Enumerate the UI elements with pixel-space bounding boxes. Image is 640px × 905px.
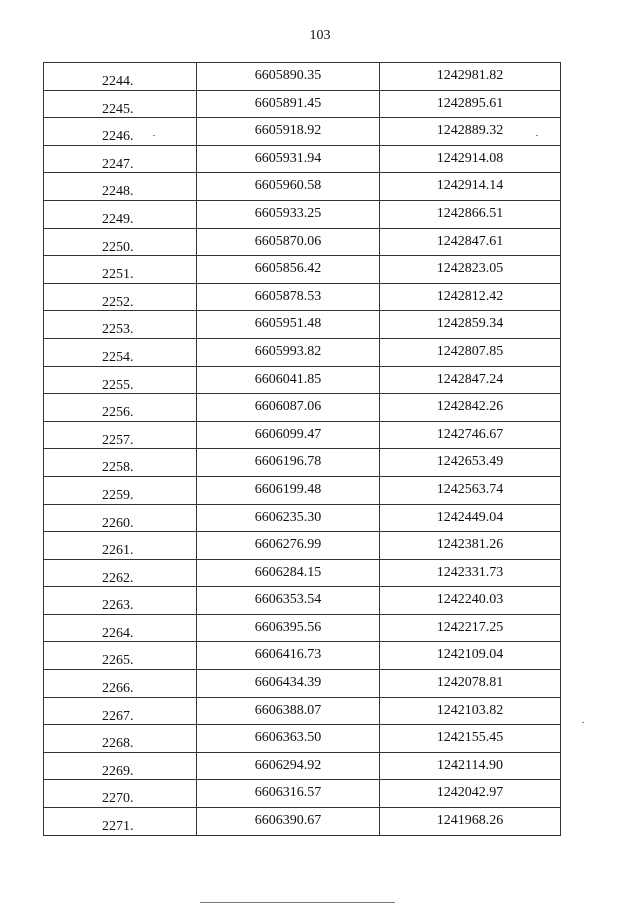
table-row	[44, 752, 561, 780]
y-coordinate-cell	[380, 642, 561, 670]
table-row	[44, 394, 561, 422]
x-coordinate: 6606235.30	[254, 509, 322, 525]
x-coordinate-cell	[197, 338, 380, 366]
y-coordinate: 1242653.49	[436, 454, 504, 470]
y-coordinate: 1242563.74	[436, 481, 504, 497]
table-row	[44, 200, 561, 228]
x-coordinate-cell	[197, 808, 380, 836]
x-coordinate-cell	[197, 752, 380, 780]
y-coordinate-cell	[380, 725, 561, 753]
point-number-cell	[44, 311, 197, 339]
point-number-cell	[44, 587, 197, 615]
point-number: 2245.	[102, 101, 134, 117]
y-coordinate: 1242914.08	[436, 150, 504, 166]
y-coordinate-cell	[380, 780, 561, 808]
table-row	[44, 173, 561, 201]
table-row	[44, 90, 561, 118]
table-row	[44, 670, 561, 698]
y-coordinate: 1242842.26	[436, 399, 504, 415]
point-number: 2259.	[102, 487, 134, 503]
x-coordinate: 6606390.67	[254, 813, 322, 829]
x-coordinate: 6606353.54	[254, 592, 322, 608]
y-coordinate-cell	[380, 311, 561, 339]
y-coordinate-cell	[380, 614, 561, 642]
y-coordinate-cell	[380, 338, 561, 366]
x-coordinate-cell	[197, 90, 380, 118]
point-number: 2248.	[102, 184, 134, 200]
y-coordinate: 1242866.51	[436, 205, 504, 221]
y-coordinate-cell	[380, 808, 561, 836]
x-coordinate: 6605933.25	[254, 205, 322, 221]
y-coordinate-cell	[380, 670, 561, 698]
x-coordinate: 6605856.42	[254, 261, 322, 277]
point-number: 2254.	[102, 349, 134, 365]
x-coordinate: 6605931.94	[254, 150, 322, 166]
y-coordinate-cell	[380, 504, 561, 532]
x-coordinate: 6605890.35	[254, 68, 322, 83]
y-coordinate: 1242240.03	[436, 592, 504, 608]
y-coordinate: 1242823.05	[436, 261, 504, 277]
x-coordinate-cell	[197, 559, 380, 587]
x-coordinate: 6606099.47	[254, 426, 322, 442]
scan-edge-line	[200, 902, 395, 903]
scan-speck	[536, 135, 538, 136]
y-coordinate: 1242114.90	[437, 757, 503, 773]
x-coordinate-cell	[197, 366, 380, 394]
table-row	[44, 338, 561, 366]
y-coordinate: 1242155.45	[436, 730, 504, 746]
table-row	[44, 587, 561, 615]
y-coordinate-cell	[380, 63, 561, 91]
point-number-cell	[44, 532, 197, 560]
table-row	[44, 366, 561, 394]
x-coordinate-cell	[197, 118, 380, 146]
point-number: 2263.	[102, 598, 134, 614]
x-coordinate-cell	[197, 421, 380, 449]
x-coordinate-cell	[197, 256, 380, 284]
y-coordinate: 1242895.61	[436, 95, 504, 111]
y-coordinate: 1242807.85	[436, 343, 504, 359]
y-coordinate-cell	[380, 476, 561, 504]
y-coordinate: 1242914.14	[436, 178, 504, 194]
x-coordinate-cell	[197, 476, 380, 504]
point-number-cell	[44, 256, 197, 284]
x-coordinate-cell	[197, 173, 380, 201]
y-coordinate: 1242217.25	[436, 619, 504, 635]
table-row	[44, 63, 561, 91]
point-number-cell	[44, 559, 197, 587]
y-coordinate-cell	[380, 697, 561, 725]
x-coordinate-cell	[197, 228, 380, 256]
point-number: 2251.	[102, 267, 134, 283]
x-coordinate-cell	[197, 449, 380, 477]
x-coordinate: 6606395.56	[254, 619, 322, 635]
table-row	[44, 780, 561, 808]
y-coordinate-cell	[380, 449, 561, 477]
y-coordinate-cell	[380, 90, 561, 118]
x-coordinate: 6605993.82	[254, 343, 322, 359]
table-row	[44, 228, 561, 256]
x-coordinate-cell	[197, 642, 380, 670]
point-number-cell	[44, 780, 197, 808]
y-coordinate-cell	[380, 587, 561, 615]
table-row	[44, 697, 561, 725]
table-row	[44, 311, 561, 339]
x-coordinate: 6605960.58	[254, 178, 322, 194]
point-number-cell	[44, 725, 197, 753]
y-coordinate: 1242078.81	[436, 675, 504, 691]
point-number: 2244.	[102, 74, 134, 89]
x-coordinate-cell	[197, 283, 380, 311]
y-coordinate-cell	[380, 173, 561, 201]
point-number: 2271.	[102, 819, 134, 835]
y-coordinate: 1242746.67	[436, 426, 504, 442]
y-coordinate: 1242042.97	[436, 785, 504, 801]
point-number-cell	[44, 808, 197, 836]
point-number: 2268.	[102, 736, 134, 752]
point-number-cell	[44, 173, 197, 201]
x-coordinate: 6605951.48	[254, 316, 322, 332]
table-row	[44, 808, 561, 836]
x-coordinate: 6606316.57	[254, 785, 322, 801]
x-coordinate-cell	[197, 614, 380, 642]
y-coordinate: 1242103.82	[436, 702, 504, 718]
y-coordinate: 1242859.34	[436, 316, 504, 332]
x-coordinate-cell	[197, 670, 380, 698]
y-coordinate: 1242331.73	[436, 564, 504, 580]
y-coordinate: 1242981.82	[436, 68, 504, 83]
x-coordinate: 6606199.48	[254, 481, 322, 497]
table-row	[44, 559, 561, 587]
y-coordinate-cell	[380, 421, 561, 449]
point-number: 2252.	[102, 294, 134, 310]
scan-speck	[153, 135, 155, 136]
table-row	[44, 476, 561, 504]
y-coordinate-cell	[380, 228, 561, 256]
x-coordinate: 6606294.92	[254, 757, 322, 773]
y-coordinate: 1242381.26	[436, 537, 504, 553]
x-coordinate: 6606041.85	[254, 371, 322, 387]
y-coordinate-cell	[380, 394, 561, 422]
table-row	[44, 449, 561, 477]
y-coordinate-cell	[380, 118, 561, 146]
y-coordinate-cell	[380, 366, 561, 394]
table-row	[44, 256, 561, 284]
point-number-cell	[44, 697, 197, 725]
table-row	[44, 145, 561, 173]
x-coordinate: 6606388.07	[254, 702, 322, 718]
point-number: 2261.	[102, 543, 134, 559]
page-number: 103	[309, 28, 331, 43]
x-coordinate: 6605918.92	[254, 123, 322, 139]
point-number: 2270.	[102, 791, 134, 807]
point-number-cell	[44, 476, 197, 504]
x-coordinate-cell	[197, 532, 380, 560]
point-number: 2255.	[102, 377, 134, 393]
table-row	[44, 614, 561, 642]
point-number-cell	[44, 338, 197, 366]
x-coordinate-cell	[197, 200, 380, 228]
point-number: 2262.	[102, 570, 134, 586]
scan-speck	[582, 722, 584, 723]
point-number-cell	[44, 504, 197, 532]
y-coordinate-cell	[380, 256, 561, 284]
point-number-cell	[44, 118, 197, 146]
point-number-cell	[44, 449, 197, 477]
y-coordinate-cell	[380, 200, 561, 228]
x-coordinate-cell	[197, 145, 380, 173]
x-coordinate: 6606434.39	[254, 675, 322, 691]
point-number-cell	[44, 614, 197, 642]
point-number: 2266.	[102, 681, 134, 697]
table-row	[44, 642, 561, 670]
point-number: 2247.	[102, 156, 134, 172]
y-coordinate: 1242847.61	[436, 233, 504, 249]
x-coordinate: 6606284.15	[254, 564, 322, 580]
y-coordinate-cell	[380, 283, 561, 311]
y-coordinate-cell	[380, 559, 561, 587]
table-row	[44, 532, 561, 560]
point-number-cell	[44, 670, 197, 698]
x-coordinate-cell	[197, 504, 380, 532]
point-number: 2250.	[102, 239, 134, 255]
point-number-cell	[44, 200, 197, 228]
x-coordinate-cell	[197, 311, 380, 339]
x-coordinate: 6605891.45	[254, 95, 322, 111]
point-number: 2260.	[102, 515, 134, 531]
point-number: 2253.	[102, 322, 134, 338]
y-coordinate: 1242847.24	[436, 371, 504, 387]
x-coordinate: 6606196.78	[254, 454, 322, 470]
point-number-cell	[44, 421, 197, 449]
y-coordinate-cell	[380, 532, 561, 560]
point-number: 2256.	[102, 405, 134, 421]
x-coordinate: 6606276.99	[254, 537, 322, 553]
coordinates-table	[43, 62, 561, 836]
x-coordinate: 6606416.73	[254, 647, 322, 663]
point-number-cell	[44, 63, 197, 91]
x-coordinate: 6605870.06	[254, 233, 322, 249]
x-coordinate: 6606087.06	[254, 399, 322, 415]
x-coordinate-cell	[197, 780, 380, 808]
x-coordinate: 6606363.50	[254, 730, 322, 746]
x-coordinate-cell	[197, 394, 380, 422]
y-coordinate: 1241968.26	[436, 813, 504, 829]
x-coordinate: 6605878.53	[254, 288, 322, 304]
point-number-cell	[44, 752, 197, 780]
y-coordinate: 1242109.04	[436, 647, 504, 663]
point-number: 2258.	[102, 460, 134, 476]
point-number: 2246.	[102, 129, 134, 145]
point-number-cell	[44, 283, 197, 311]
table-row	[44, 118, 561, 146]
point-number-cell	[44, 228, 197, 256]
y-coordinate: 1242449.04	[436, 509, 504, 525]
point-number: 2264.	[102, 625, 134, 641]
x-coordinate-cell	[197, 587, 380, 615]
table-row	[44, 283, 561, 311]
table-row	[44, 504, 561, 532]
point-number-cell	[44, 366, 197, 394]
point-number: 2269.	[102, 763, 134, 779]
point-number: 2257.	[102, 432, 134, 448]
point-number-cell	[44, 642, 197, 670]
y-coordinate: 1242812.42	[436, 288, 504, 304]
y-coordinate-cell	[380, 145, 561, 173]
point-number-cell	[44, 90, 197, 118]
x-coordinate-cell	[197, 725, 380, 753]
point-number: 2265.	[102, 653, 134, 669]
table-row	[44, 725, 561, 753]
point-number: 2249.	[102, 211, 134, 227]
y-coordinate: 1242889.32	[436, 123, 504, 139]
x-coordinate-cell	[197, 697, 380, 725]
x-coordinate-cell	[197, 63, 380, 91]
point-number-cell	[44, 145, 197, 173]
point-number: 2267.	[102, 708, 134, 724]
y-coordinate-cell	[380, 752, 561, 780]
table-row	[44, 421, 561, 449]
point-number-cell	[44, 394, 197, 422]
